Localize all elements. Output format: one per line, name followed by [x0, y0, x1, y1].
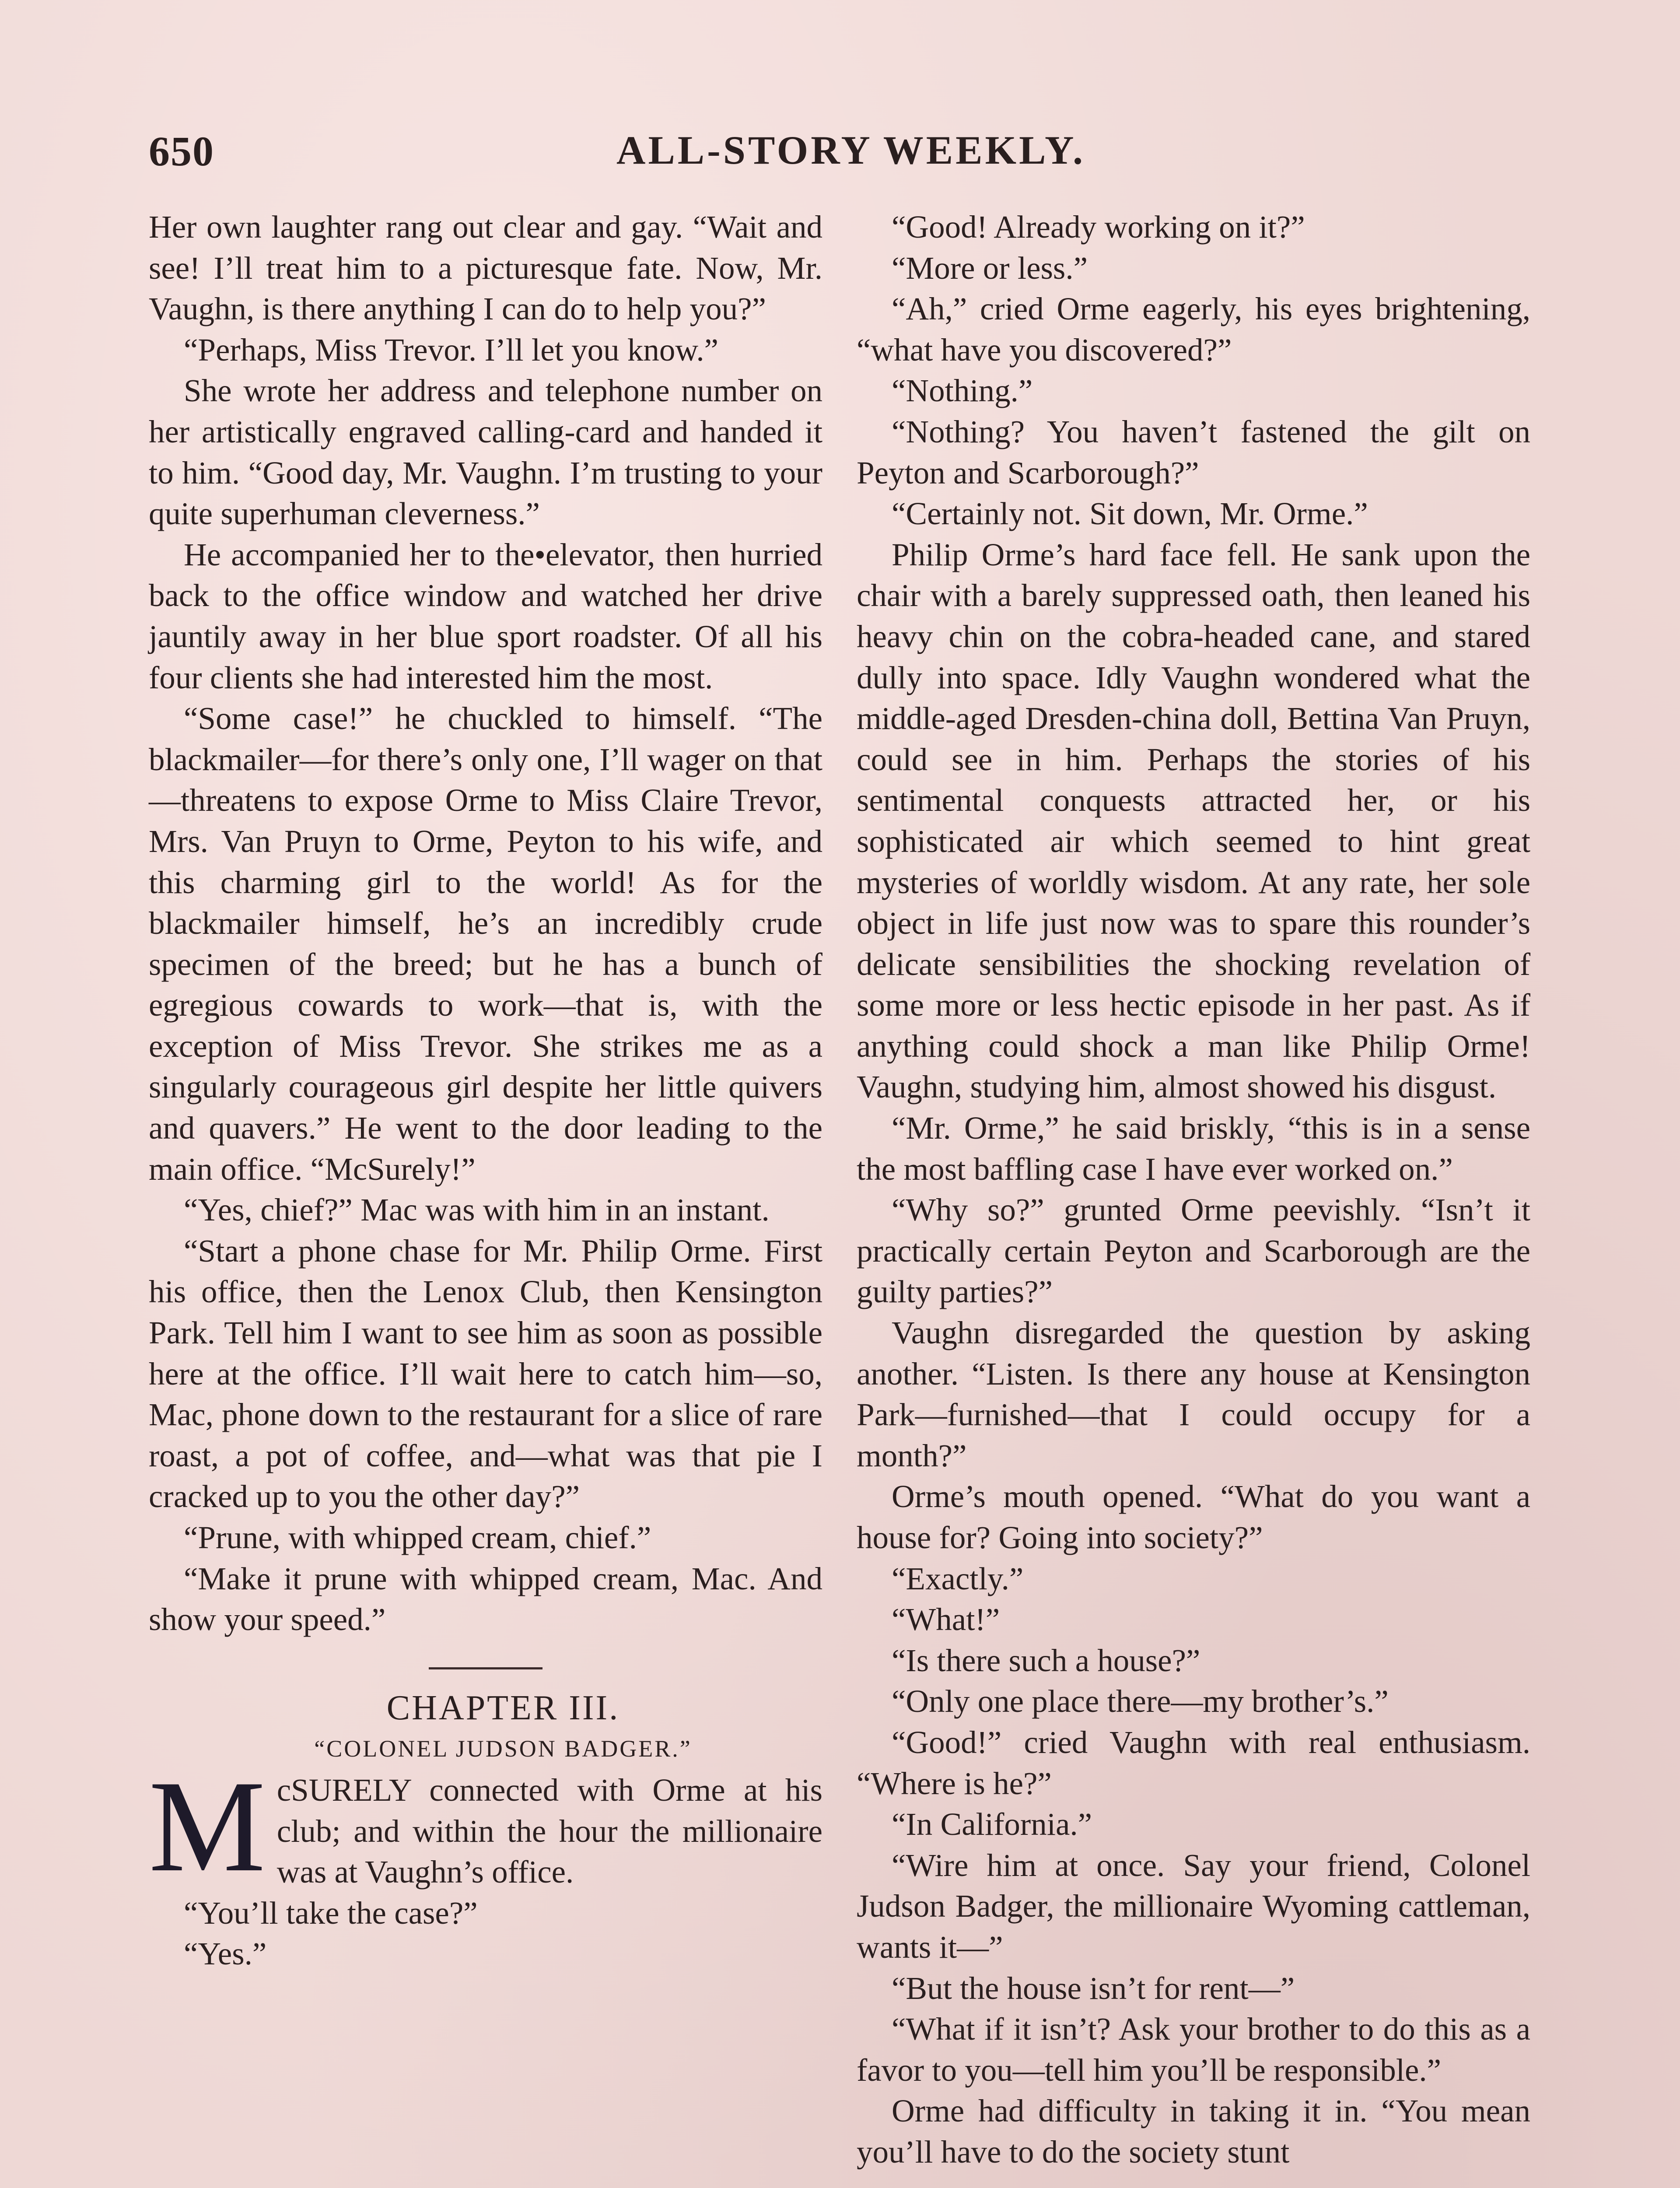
paragraph: “Start a phone chase for Mr. Philip Orme. First his office, then the Lenox Club, then Kensington Park. Tell him I want to see him as soon as possible here at the office. I’ll wait here to catch him—so, Mac, phone down to the restaurant for a slice of rare roast, a pot of coffee, and—what was that pie I cracked up to you the other day?” — [149, 1233, 822, 1515]
drop-cap: M — [149, 1753, 266, 1899]
paragraph: “Some case!” he chuckled to himself. “The blackmailer—for there’s only one, I’ll wager on that—threatens to expose Orme to Miss Claire Trevor, Mrs. Van Pruyn to Orme, Peyton to his wife, and this charming girl to the world! As for the blackmailer himself, he’s an incredibly crude specimen of the breed; but he has a bunch of egregious cowards to work—that is, with the exception of Miss Trevor. She strikes me as a singularly courageous girl despite her little quivers and quavers.” He went to the door leading to the main office. “McSurely!” — [149, 701, 822, 1187]
left-column — [149, 207, 822, 1974]
section-divider — [429, 1667, 542, 1669]
paragraph: “Prune, with whipped cream, chief.” — [184, 1520, 651, 1555]
right-column — [857, 207, 1530, 2173]
paragraph: “In California.” — [892, 1806, 1092, 1842]
paragraph: “Mr. Orme,” he said briskly, “this is in a sense the most baffling case I have ever worked on.” — [857, 1110, 1530, 1187]
paragraph: Her own laughter rang out clear and gay. “Wait and see! I’ll treat him to a picturesque fate. Now, Mr. Vaughn, is there anything I can do to help you?” — [149, 209, 822, 327]
chapter-subtitle: “COLONEL JUDSON BADGER.” — [314, 1736, 692, 1762]
paragraph: “Good! Already working on it?” — [892, 209, 1305, 245]
paragraph: “Is there such a house?” — [892, 1642, 1200, 1678]
paragraph: “Wire him at once. Say your friend, Colonel Judson Badger, the millionaire Wyoming cattleman, wants it—” — [857, 1847, 1530, 1965]
chapter-opening — [149, 1753, 822, 1899]
paragraph: She wrote her address and telephone number on her artistically engraved calling-card and handed it to him. “Good day, Mr. Vaughn. I’m trusting to your quite superhuman cleverness.” — [149, 373, 822, 532]
paragraph: He accompanied her to the•elevator, then hurried back to the office window and watched her drive jauntily away in her blue sport roadster. Of all his four clients she had interested him the most. — [149, 536, 822, 695]
paragraph: “Nothing? You haven’t fastened the gilt on Peyton and Scarborough?” — [857, 414, 1530, 491]
paragraph: “Yes.” — [184, 1936, 267, 1972]
chapter-opening-text: cSURELY connected with Orme at his club; and within the hour the millionaire was at Vaughn’s office. — [276, 1772, 822, 1890]
running-title: ALL-STORY WEEKLY. — [616, 128, 1085, 172]
paragraph: “What!” — [892, 1602, 1000, 1637]
paragraph: “Ah,” cried Orme eagerly, his eyes brightening, “what have you discovered?” — [857, 291, 1530, 368]
paragraph: “But the house isn’t for rent—” — [892, 1970, 1295, 2006]
paragraph: Orme’s mouth opened. “What do you want a house for? Going into society?” — [857, 1479, 1530, 1555]
paragraph: “Certainly not. Sit down, Mr. Orme.” — [892, 496, 1368, 532]
paragraph: “Make it prune with whipped cream, Mac. And show your speed.” — [149, 1560, 822, 1637]
paragraph: “Perhaps, Miss Trevor. I’ll let you know.” — [184, 332, 719, 368]
chapter-title: CHAPTER III. — [386, 1688, 620, 1727]
page-number: 650 — [149, 128, 214, 175]
paragraph: “What if it isn’t? Ask your brother to do this as a favor to you—tell him you’ll be responsible.” — [857, 2011, 1530, 2088]
paragraph: “Yes, chief?” Mac was with him in an instant. — [184, 1192, 770, 1228]
paragraph: “Good!” cried Vaughn with real enthusiasm. “Where is he?” — [857, 1724, 1530, 1801]
paragraph: “You’ll take the case?” — [184, 1895, 478, 1931]
paragraph: Vaughn disregarded the question by asking another. “Listen. Is there any house at Kensington Park—furnished—that I could occupy for a month?” — [857, 1315, 1530, 1473]
paragraph: “More or less.” — [892, 250, 1088, 286]
paragraph: Philip Orme’s hard face fell. He sank upon the chair with a barely suppressed oath, then leaned his heavy chin on the cobra-headed cane, and stared dully into space. Idly Vaughn wondered what the middle-aged Dresden-china doll, Bettina Van Pruyn, could see in him. Perhaps the stories of his sentimental conquests attracted her, or his sophisticated air which seemed to hint great mysteries of worldly wisdom. At any rate, her sole object in life just now was to spare this rounder’s delicate sensibilities the shocking revelation of some more or less hectic episode in her past. As if anything could shock a man like Philip Orme! Vaughn, studying him, almost showed his disgust. — [857, 536, 1530, 1105]
paragraph: “Exactly.” — [892, 1560, 1024, 1596]
paragraph: “Why so?” grunted Orme peevishly. “Isn’t it practically certain Peyton and Scarborough are the guilty parties?” — [857, 1192, 1530, 1310]
paragraph: “Only one place there—my brother’s.” — [892, 1683, 1389, 1719]
paragraph: “Nothing.” — [892, 373, 1033, 409]
page-header — [149, 127, 1553, 184]
paragraph: Orme had difficulty in taking it in. “You mean you’ll have to do the society stunt — [857, 2093, 1530, 2170]
